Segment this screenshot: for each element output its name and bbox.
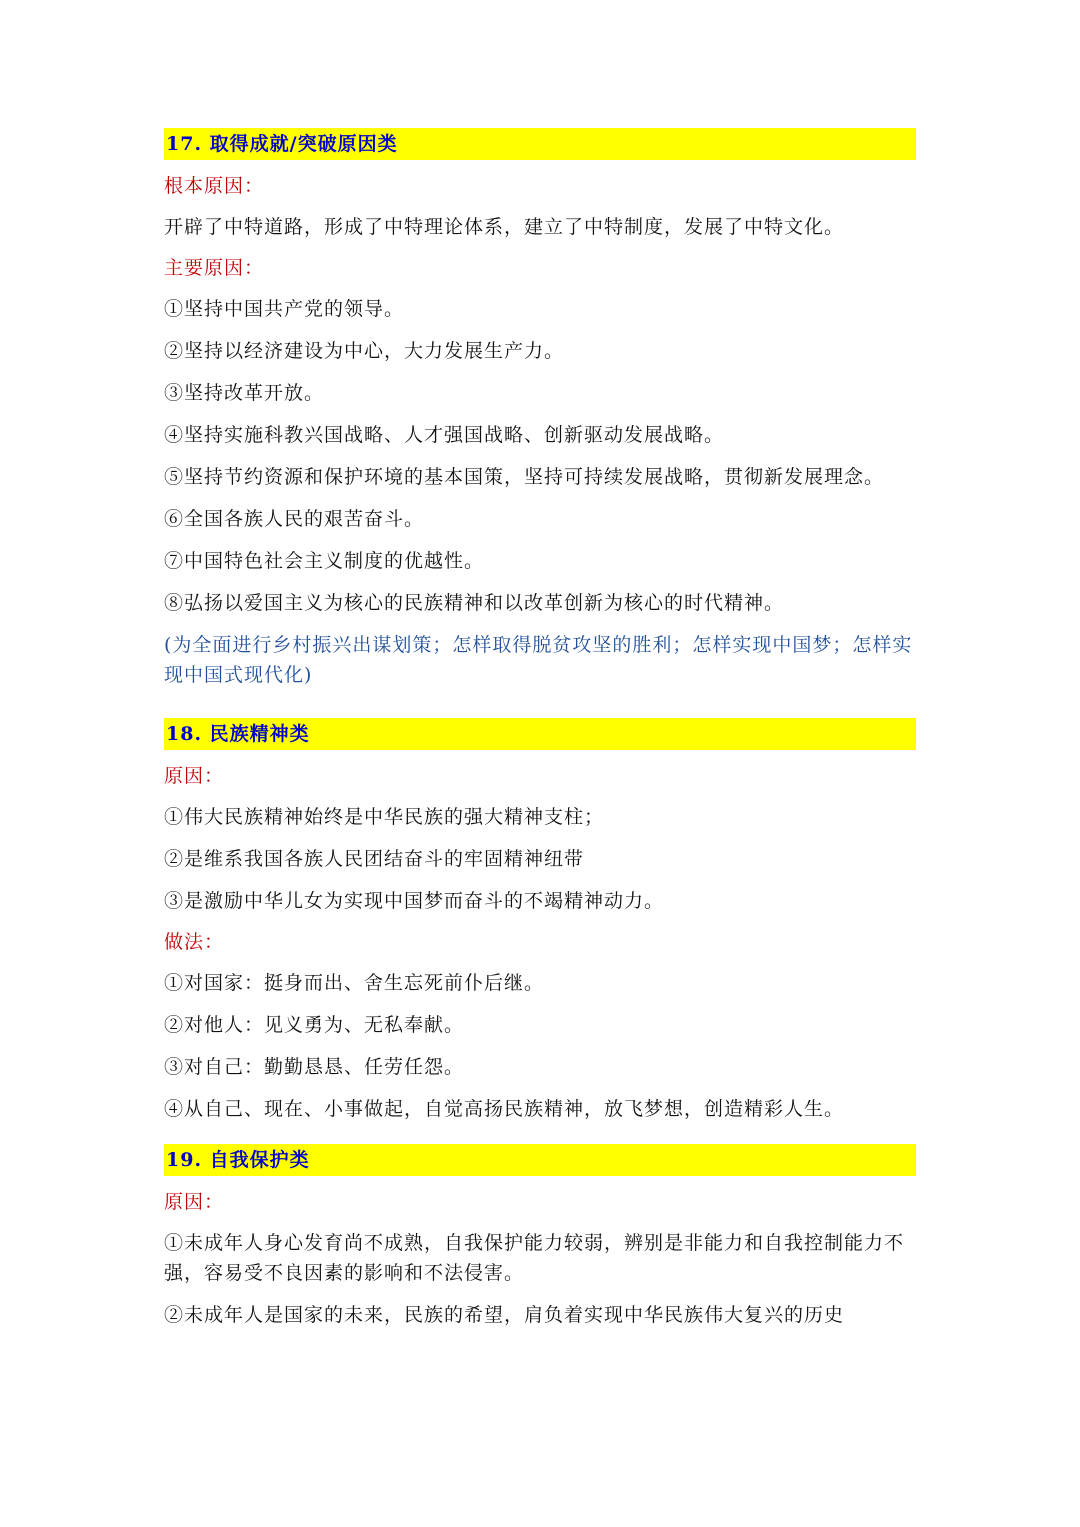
- list-item: ②是维系我国各族人民团结奋斗的牢固精神纽带: [164, 848, 585, 870]
- list-item: ①坚持中国共产党的领导。: [164, 298, 405, 320]
- list-item: ⑦中国特色社会主义制度的优越性。: [164, 550, 485, 572]
- list-item: ①未成年人身心发育尚不成熟，自我保护能力较弱，辨别是非能力和自我控制能力不强，容易受不良因素的影响和不法侵害。: [164, 1232, 905, 1284]
- list-item: ③坚持改革开放。: [164, 382, 325, 404]
- section-18: [164, 718, 916, 1124]
- list-item: ⑧弘扬以爱国主义为核心的民族精神和以改革创新为核心的时代精神。: [164, 592, 785, 614]
- method-label: 做法：: [164, 931, 225, 953]
- list-item: ②坚持以经济建设为中心，大力发展生产力。: [164, 340, 565, 362]
- section-heading: 19. 自我保护类: [164, 1144, 916, 1176]
- list-item: ②未成年人是国家的未来，民族的希望，肩负着实现中华民族伟大复兴的历史: [164, 1304, 845, 1326]
- list-item: ①对国家：挺身而出、舍生忘死前仆后继。: [164, 972, 545, 994]
- section-heading: 18. 民族精神类: [164, 718, 916, 750]
- reason-label: 原因：: [164, 765, 225, 787]
- list-item: ③是激励中华儿女为实现中国梦而奋斗的不竭精神动力。: [164, 890, 665, 912]
- main-cause-label: 主要原因：: [164, 257, 265, 279]
- document-page: [164, 128, 916, 1330]
- section-17: [164, 128, 916, 690]
- section-heading: 17. 取得成就/突破原因类: [164, 128, 916, 160]
- list-item: ②对他人：见义勇为、无私奉献。: [164, 1014, 465, 1036]
- list-item: ④从自己、现在、小事做起，自觉高扬民族精神，放飞梦想，创造精彩人生。: [164, 1098, 845, 1120]
- list-item: ④坚持实施科教兴国战略、人才强国战略、创新驱动发展战略。: [164, 424, 725, 446]
- list-item: ⑥全国各族人民的艰苦奋斗。: [164, 508, 425, 530]
- section-19: [164, 1144, 916, 1330]
- list-item: ①伟大民族精神始终是中华民族的强大精神支柱；: [164, 806, 605, 828]
- root-cause-label: 根本原因：: [164, 175, 265, 197]
- list-item: ③对自己：勤勤恳恳、任劳任怨。: [164, 1056, 465, 1078]
- root-cause-text: 开辟了中特道路，形成了中特理论体系，建立了中特制度，发展了中特文化。: [164, 216, 845, 238]
- note-text: (为全面进行乡村振兴出谋划策；怎样取得脱贫攻坚的胜利；怎样实现中国梦；怎样实现中国式现代化): [164, 634, 913, 686]
- list-item: ⑤坚持节约资源和保护环境的基本国策，坚持可持续发展战略，贯彻新发展理念。: [164, 466, 885, 488]
- reason-label: 原因：: [164, 1191, 225, 1213]
